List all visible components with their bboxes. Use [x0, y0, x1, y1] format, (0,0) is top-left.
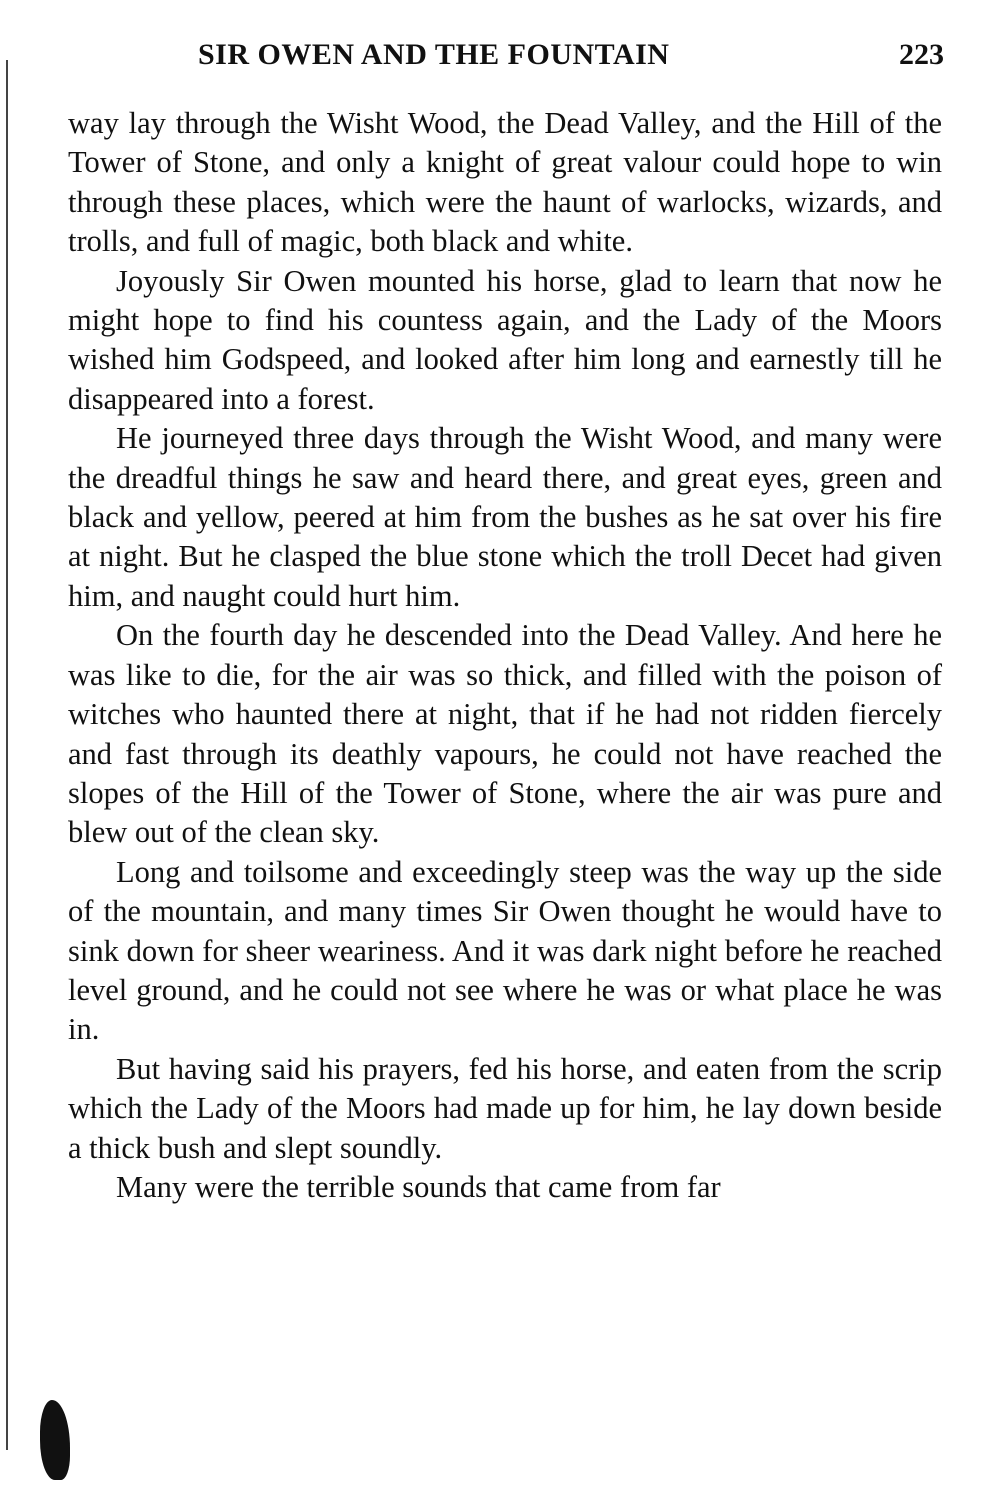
body-text: [68, 104, 942, 1207]
paragraph: But having said his prayers, fed his horse, and eaten from the scrip which the Lady of the Moors had made up for him, he lay down beside a thick bush and slept soundly.: [68, 1051, 942, 1165]
ink-blot: [40, 1400, 70, 1480]
paragraph: Long and toilsome and exceedingly steep was the way up the side of the mountain, and many times Sir Owen thought he would have to sink down for sheer weariness. And it was dark night before he reached level ground, and he could not see where he was or what place he was in.: [68, 854, 942, 1047]
paragraph: On the fourth day he descended into the Dead Valley. And here he was like to die, for the air was so thick, and filled with the poison of witches who haunted there at night, that if he had not ridden fiercely and fast through its deathly vapours, he could not have reached the slopes of the Hill of the Tower of Stone, where the air was pure and blew out of the clean sky.: [68, 618, 942, 850]
paragraph-continued: way lay through the Wisht Wood, the Dead Valley, and the Hill of the Tower of Stone, and only a knight of great valour could hope to win through these places, which were the haunt of warlocks, wizards, and trolls, and full of magic, both black and white.: [68, 106, 942, 259]
paragraph: He journeyed three days through the Wisht Wood, and many were the dreadful things he saw and heard there, and great eyes, green and black and yellow, peered at him from the bushes as he sat over his fire at night. But he clasped the blue stone which the troll Decet had given him, and naught could hurt him.: [68, 421, 942, 613]
page-number: 223: [899, 38, 944, 71]
paragraph: Many were the terrible sounds that came from far: [116, 1169, 721, 1204]
binding-edge-line: [6, 60, 8, 1450]
page-header: [68, 38, 944, 78]
running-head: SIR OWEN AND THE FOUNTAIN: [198, 38, 670, 71]
paragraph: Joyously Sir Owen mounted his horse, glad to learn that now he might hope to find his countess again, and the Lady of the Moors wished him Godspeed, and looked after him long and earnestly till he disappeared into a forest.: [68, 263, 942, 416]
